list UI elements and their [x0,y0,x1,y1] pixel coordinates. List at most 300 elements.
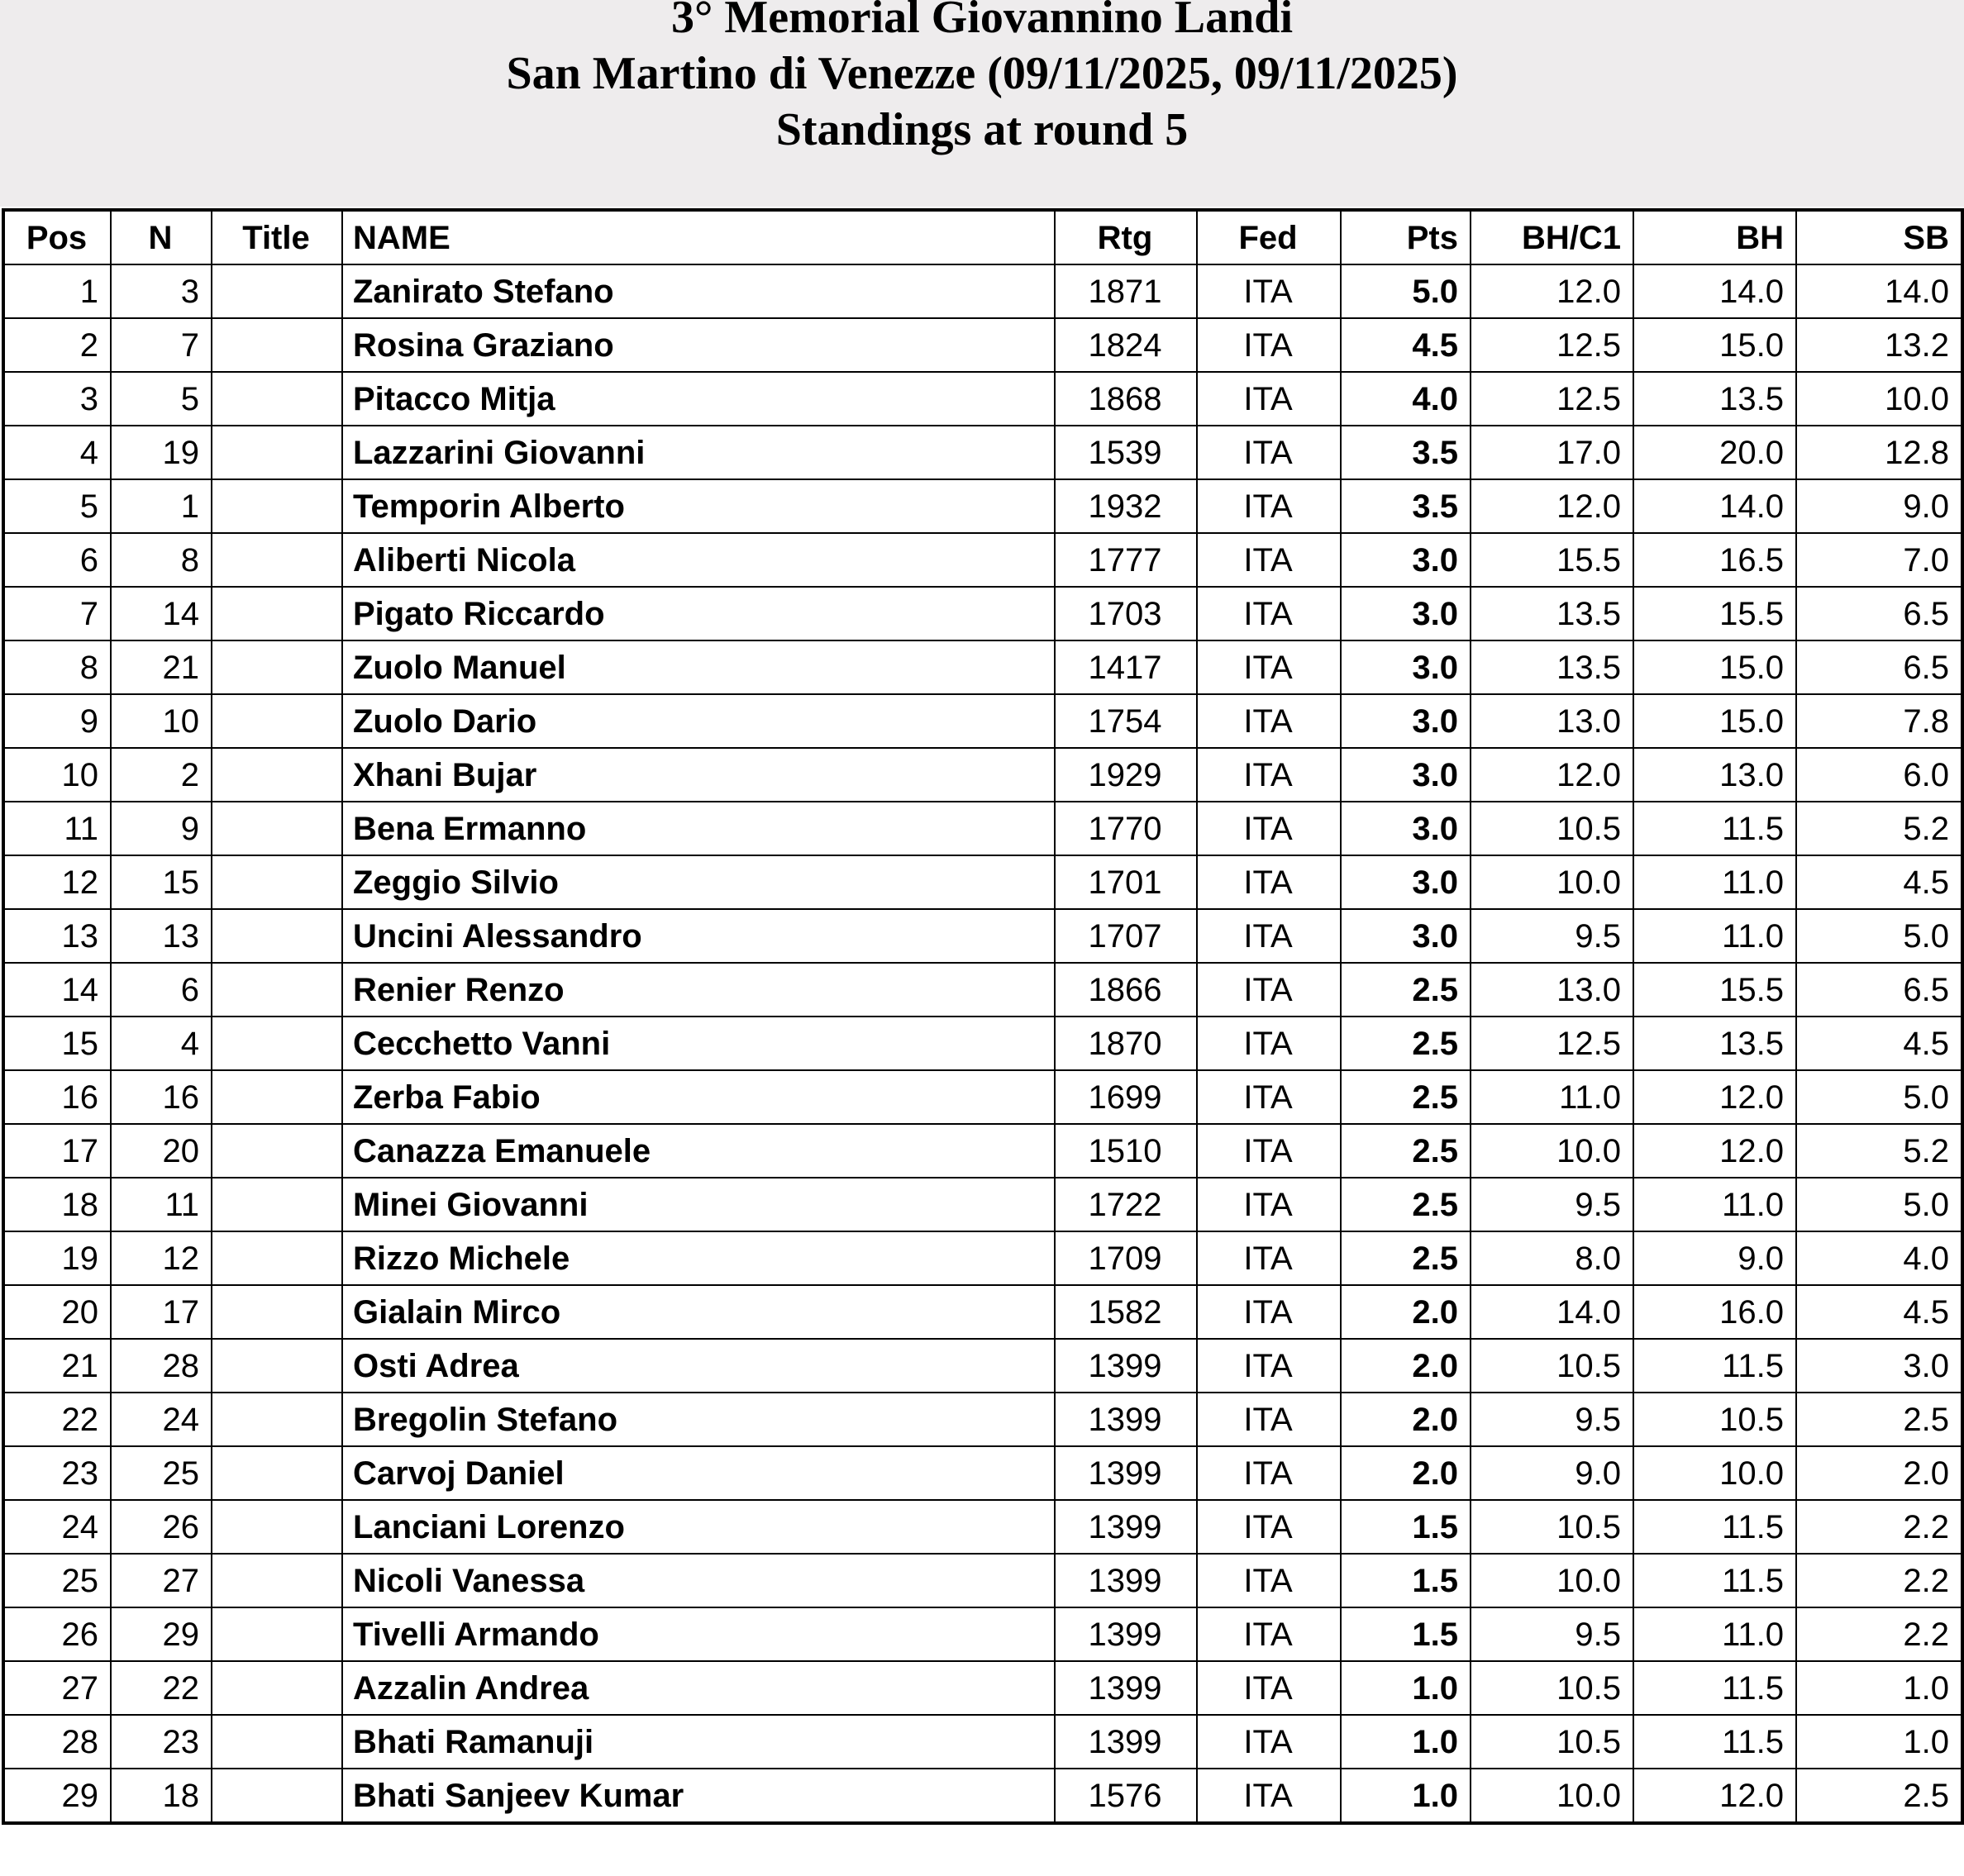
cell-points: 5.0 [1341,264,1471,318]
cell-n: 16 [111,1070,212,1124]
cell-sb: 5.2 [1796,1124,1962,1178]
cell-pos: 18 [3,1178,111,1231]
cell-points: 3.0 [1341,909,1471,963]
cell-title [212,1339,342,1393]
table-row [3,1231,1962,1285]
cell-bh-c1: 14.0 [1471,1285,1633,1339]
cell-bh-c1: 12.5 [1471,372,1633,426]
table-row [3,1607,1962,1661]
cell-federation: ITA [1197,1017,1341,1070]
cell-rating: 1510 [1055,1124,1197,1178]
cell-rating: 1868 [1055,372,1197,426]
cell-rating: 1417 [1055,640,1197,694]
cell-player-name: Zuolo Manuel [342,640,1055,694]
cell-n: 14 [111,587,212,640]
column-header-sb: SB [1796,210,1962,264]
column-header-fed: Fed [1197,210,1341,264]
cell-federation: ITA [1197,1285,1341,1339]
cell-title [212,1607,342,1661]
cell-rating: 1871 [1055,264,1197,318]
cell-title [212,372,342,426]
cell-player-name: Bhati Ramanuji [342,1715,1055,1769]
cell-player-name: Rizzo Michele [342,1231,1055,1285]
standings-round-title: Standings at round 5 [775,104,1189,155]
cell-points: 1.5 [1341,1607,1471,1661]
cell-points: 2.0 [1341,1285,1471,1339]
column-header-bh: BH [1633,210,1796,264]
cell-sb: 7.0 [1796,533,1962,587]
table-row [3,264,1962,318]
cell-title [212,909,342,963]
cell-bh: 13.5 [1633,372,1796,426]
cell-federation: ITA [1197,855,1341,909]
cell-player-name: Bhati Sanjeev Kumar [342,1769,1055,1823]
cell-player-name: Zerba Fabio [342,1070,1055,1124]
cell-title [212,533,342,587]
cell-bh: 10.5 [1633,1393,1796,1446]
table-row [3,802,1962,855]
cell-n: 9 [111,802,212,855]
cell-bh-c1: 12.0 [1471,264,1633,318]
cell-points: 3.0 [1341,855,1471,909]
cell-n: 12 [111,1231,212,1285]
cell-n: 26 [111,1500,212,1554]
tournament-title: 3° Memorial Giovannino Landi [670,0,1294,43]
cell-title [212,479,342,533]
cell-title [212,963,342,1017]
cell-n: 21 [111,640,212,694]
cell-bh-c1: 13.0 [1471,963,1633,1017]
cell-pos: 23 [3,1446,111,1500]
cell-player-name: Zuolo Dario [342,694,1055,748]
cell-sb: 7.8 [1796,694,1962,748]
table-row [3,1446,1962,1500]
cell-bh: 15.0 [1633,640,1796,694]
cell-title [212,587,342,640]
cell-federation: ITA [1197,1607,1341,1661]
cell-rating: 1701 [1055,855,1197,909]
cell-title [212,426,342,479]
cell-player-name: Tivelli Armando [342,1607,1055,1661]
table-row [3,640,1962,694]
cell-points: 2.5 [1341,1070,1471,1124]
cell-points: 1.0 [1341,1661,1471,1715]
cell-title [212,1661,342,1715]
cell-bh: 16.5 [1633,533,1796,587]
cell-sb: 10.0 [1796,372,1962,426]
cell-n: 28 [111,1339,212,1393]
cell-bh: 11.5 [1633,1715,1796,1769]
cell-n: 1 [111,479,212,533]
cell-n: 27 [111,1554,212,1607]
cell-player-name: Renier Renzo [342,963,1055,1017]
cell-bh: 16.0 [1633,1285,1796,1339]
cell-bh: 9.0 [1633,1231,1796,1285]
cell-points: 4.5 [1341,318,1471,372]
cell-pos: 9 [3,694,111,748]
cell-n: 25 [111,1446,212,1500]
cell-title [212,1070,342,1124]
cell-bh: 11.5 [1633,1554,1796,1607]
cell-player-name: Cecchetto Vanni [342,1017,1055,1070]
cell-points: 2.0 [1341,1446,1471,1500]
cell-sb: 2.5 [1796,1393,1962,1446]
cell-player-name: Minei Giovanni [342,1178,1055,1231]
cell-n: 29 [111,1607,212,1661]
cell-player-name: Osti Adrea [342,1339,1055,1393]
table-row [3,1285,1962,1339]
cell-sb: 1.0 [1796,1661,1962,1715]
cell-n: 8 [111,533,212,587]
cell-bh: 11.0 [1633,909,1796,963]
cell-rating: 1582 [1055,1285,1197,1339]
cell-rating: 1770 [1055,802,1197,855]
cell-player-name: Aliberti Nicola [342,533,1055,587]
cell-pos: 25 [3,1554,111,1607]
table-row [3,479,1962,533]
cell-n: 5 [111,372,212,426]
cell-points: 2.5 [1341,963,1471,1017]
cell-sb: 14.0 [1796,264,1962,318]
table-row [3,1339,1962,1393]
cell-bh-c1: 13.5 [1471,640,1633,694]
cell-sb: 2.2 [1796,1607,1962,1661]
cell-points: 1.5 [1341,1554,1471,1607]
cell-n: 4 [111,1017,212,1070]
cell-pos: 3 [3,372,111,426]
cell-n: 22 [111,1661,212,1715]
cell-rating: 1399 [1055,1446,1197,1500]
cell-title [212,1231,342,1285]
cell-federation: ITA [1197,963,1341,1017]
cell-player-name: Bregolin Stefano [342,1393,1055,1446]
cell-federation: ITA [1197,264,1341,318]
cell-rating: 1703 [1055,587,1197,640]
cell-bh: 11.0 [1633,1178,1796,1231]
cell-bh-c1: 10.5 [1471,1339,1633,1393]
cell-bh: 13.0 [1633,748,1796,802]
cell-title [212,694,342,748]
cell-sb: 2.2 [1796,1554,1962,1607]
cell-bh: 13.5 [1633,1017,1796,1070]
cell-rating: 1777 [1055,533,1197,587]
cell-player-name: Azzalin Andrea [342,1661,1055,1715]
cell-pos: 4 [3,426,111,479]
cell-player-name: Zanirato Stefano [342,264,1055,318]
cell-bh: 15.5 [1633,587,1796,640]
cell-sb: 13.2 [1796,318,1962,372]
table-row [3,533,1962,587]
cell-sb: 2.0 [1796,1446,1962,1500]
cell-points: 3.0 [1341,533,1471,587]
cell-n: 6 [111,963,212,1017]
column-header-rtg: Rtg [1055,210,1197,264]
cell-points: 4.0 [1341,372,1471,426]
cell-bh: 11.5 [1633,1500,1796,1554]
cell-player-name: Pigato Riccardo [342,587,1055,640]
cell-player-name: Rosina Graziano [342,318,1055,372]
cell-title [212,1446,342,1500]
cell-pos: 19 [3,1231,111,1285]
cell-bh: 14.0 [1633,479,1796,533]
cell-sb: 6.5 [1796,587,1962,640]
cell-pos: 17 [3,1124,111,1178]
cell-points: 3.5 [1341,426,1471,479]
table-row [3,1393,1962,1446]
cell-bh: 14.0 [1633,264,1796,318]
cell-federation: ITA [1197,1715,1341,1769]
cell-bh-c1: 10.5 [1471,1661,1633,1715]
cell-pos: 15 [3,1017,111,1070]
table-row [3,1661,1962,1715]
cell-rating: 1399 [1055,1661,1197,1715]
cell-rating: 1754 [1055,694,1197,748]
cell-pos: 13 [3,909,111,963]
cell-n: 18 [111,1769,212,1823]
cell-n: 20 [111,1124,212,1178]
cell-player-name: Lazzarini Giovanni [342,426,1055,479]
cell-pos: 7 [3,587,111,640]
cell-rating: 1722 [1055,1178,1197,1231]
cell-bh: 15.0 [1633,694,1796,748]
cell-federation: ITA [1197,802,1341,855]
cell-title [212,640,342,694]
column-header-n: N [111,210,212,264]
cell-federation: ITA [1197,1769,1341,1823]
cell-sb: 4.5 [1796,1285,1962,1339]
cell-points: 2.5 [1341,1017,1471,1070]
cell-sb: 2.2 [1796,1500,1962,1554]
cell-title [212,1715,342,1769]
cell-federation: ITA [1197,318,1341,372]
column-header-title: Title [212,210,342,264]
table-row [3,963,1962,1017]
cell-pos: 21 [3,1339,111,1393]
cell-pos: 1 [3,264,111,318]
cell-sb: 5.0 [1796,909,1962,963]
cell-points: 3.0 [1341,640,1471,694]
standings-table [2,208,1964,1825]
cell-sb: 5.0 [1796,1070,1962,1124]
cell-rating: 1399 [1055,1393,1197,1446]
cell-rating: 1399 [1055,1554,1197,1607]
cell-bh: 15.5 [1633,963,1796,1017]
table-header-row [3,210,1962,264]
cell-sb: 6.5 [1796,963,1962,1017]
cell-pos: 5 [3,479,111,533]
cell-pos: 16 [3,1070,111,1124]
cell-pos: 12 [3,855,111,909]
cell-title [212,1554,342,1607]
tournament-venue-dates: San Martino di Venezze (09/11/2025, 09/11/2025) [506,48,1458,99]
cell-n: 3 [111,264,212,318]
cell-pos: 26 [3,1607,111,1661]
cell-bh-c1: 13.0 [1471,694,1633,748]
cell-points: 3.0 [1341,748,1471,802]
cell-federation: ITA [1197,640,1341,694]
cell-federation: ITA [1197,587,1341,640]
cell-federation: ITA [1197,1446,1341,1500]
table-row [3,1500,1962,1554]
cell-bh-c1: 10.5 [1471,1500,1633,1554]
cell-bh-c1: 8.0 [1471,1231,1633,1285]
cell-federation: ITA [1197,1178,1341,1231]
cell-rating: 1870 [1055,1017,1197,1070]
cell-bh-c1: 10.5 [1471,802,1633,855]
cell-rating: 1576 [1055,1769,1197,1823]
table-row [3,748,1962,802]
cell-bh-c1: 12.5 [1471,1017,1633,1070]
cell-federation: ITA [1197,1231,1341,1285]
cell-federation: ITA [1197,533,1341,587]
cell-sb: 1.0 [1796,1715,1962,1769]
cell-sb: 3.0 [1796,1339,1962,1393]
cell-bh-c1: 10.0 [1471,1769,1633,1823]
cell-title [212,855,342,909]
cell-sb: 4.5 [1796,1017,1962,1070]
cell-points: 2.5 [1341,1231,1471,1285]
cell-bh-c1: 10.0 [1471,1554,1633,1607]
table-row [3,372,1962,426]
cell-bh-c1: 17.0 [1471,426,1633,479]
cell-pos: 29 [3,1769,111,1823]
cell-bh-c1: 12.0 [1471,748,1633,802]
column-header-name: NAME [342,210,1055,264]
cell-player-name: Temporin Alberto [342,479,1055,533]
cell-player-name: Uncini Alessandro [342,909,1055,963]
cell-rating: 1866 [1055,963,1197,1017]
cell-n: 7 [111,318,212,372]
column-header-pts: Pts [1341,210,1471,264]
cell-bh: 15.0 [1633,318,1796,372]
cell-federation: ITA [1197,694,1341,748]
table-row [3,1554,1962,1607]
cell-sb: 6.0 [1796,748,1962,802]
cell-rating: 1399 [1055,1715,1197,1769]
table-row [3,587,1962,640]
cell-rating: 1932 [1055,479,1197,533]
cell-n: 24 [111,1393,212,1446]
cell-bh: 11.5 [1633,802,1796,855]
cell-bh: 11.5 [1633,1661,1796,1715]
cell-n: 10 [111,694,212,748]
cell-federation: ITA [1197,1393,1341,1446]
cell-bh-c1: 9.5 [1471,909,1633,963]
cell-sb: 4.5 [1796,855,1962,909]
cell-points: 1.5 [1341,1500,1471,1554]
page-header [0,0,1964,207]
cell-player-name: Nicoli Vanessa [342,1554,1055,1607]
column-header-pos: Pos [3,210,111,264]
cell-sb: 9.0 [1796,479,1962,533]
cell-pos: 8 [3,640,111,694]
cell-bh-c1: 11.0 [1471,1070,1633,1124]
cell-title [212,748,342,802]
column-header-bhc1: BH/C1 [1471,210,1633,264]
cell-title [212,1017,342,1070]
cell-bh-c1: 9.0 [1471,1446,1633,1500]
cell-bh-c1: 15.5 [1471,533,1633,587]
cell-rating: 1699 [1055,1070,1197,1124]
cell-player-name: Zeggio Silvio [342,855,1055,909]
cell-title [212,1285,342,1339]
cell-rating: 1707 [1055,909,1197,963]
table-row [3,426,1962,479]
cell-bh: 11.5 [1633,1339,1796,1393]
cell-sb: 4.0 [1796,1231,1962,1285]
standings-rows [3,264,1962,1823]
cell-player-name: Carvoj Daniel [342,1446,1055,1500]
cell-points: 3.0 [1341,802,1471,855]
cell-pos: 11 [3,802,111,855]
cell-federation: ITA [1197,1500,1341,1554]
cell-federation: ITA [1197,1661,1341,1715]
table-row [3,1017,1962,1070]
cell-n: 2 [111,748,212,802]
cell-bh-c1: 10.5 [1471,1715,1633,1769]
cell-title [212,1124,342,1178]
cell-pos: 28 [3,1715,111,1769]
table-row [3,318,1962,372]
cell-bh-c1: 10.0 [1471,855,1633,909]
cell-rating: 1824 [1055,318,1197,372]
cell-n: 17 [111,1285,212,1339]
cell-bh-c1: 13.5 [1471,587,1633,640]
cell-bh-c1: 12.0 [1471,479,1633,533]
cell-bh-c1: 9.5 [1471,1393,1633,1446]
cell-rating: 1399 [1055,1607,1197,1661]
cell-sb: 12.8 [1796,426,1962,479]
cell-points: 3.5 [1341,479,1471,533]
table-row [3,1715,1962,1769]
cell-pos: 22 [3,1393,111,1446]
cell-pos: 20 [3,1285,111,1339]
table-row [3,694,1962,748]
cell-points: 2.5 [1341,1178,1471,1231]
cell-player-name: Canazza Emanuele [342,1124,1055,1178]
cell-title [212,1178,342,1231]
cell-bh-c1: 9.5 [1471,1607,1633,1661]
cell-pos: 6 [3,533,111,587]
cell-points: 2.0 [1341,1339,1471,1393]
cell-pos: 10 [3,748,111,802]
cell-federation: ITA [1197,479,1341,533]
cell-title [212,802,342,855]
cell-points: 1.0 [1341,1715,1471,1769]
cell-rating: 1399 [1055,1500,1197,1554]
cell-federation: ITA [1197,1124,1341,1178]
cell-bh: 12.0 [1633,1124,1796,1178]
cell-title [212,264,342,318]
cell-pos: 27 [3,1661,111,1715]
cell-n: 23 [111,1715,212,1769]
cell-federation: ITA [1197,748,1341,802]
table-row [3,1178,1962,1231]
cell-n: 15 [111,855,212,909]
cell-points: 2.5 [1341,1124,1471,1178]
cell-points: 2.0 [1341,1393,1471,1446]
cell-title [212,1393,342,1446]
cell-points: 3.0 [1341,587,1471,640]
cell-bh: 12.0 [1633,1070,1796,1124]
cell-player-name: Xhani Bujar [342,748,1055,802]
cell-pos: 14 [3,963,111,1017]
cell-points: 3.0 [1341,694,1471,748]
cell-bh-c1: 10.0 [1471,1124,1633,1178]
cell-federation: ITA [1197,1339,1341,1393]
cell-player-name: Gialain Mirco [342,1285,1055,1339]
cell-rating: 1539 [1055,426,1197,479]
